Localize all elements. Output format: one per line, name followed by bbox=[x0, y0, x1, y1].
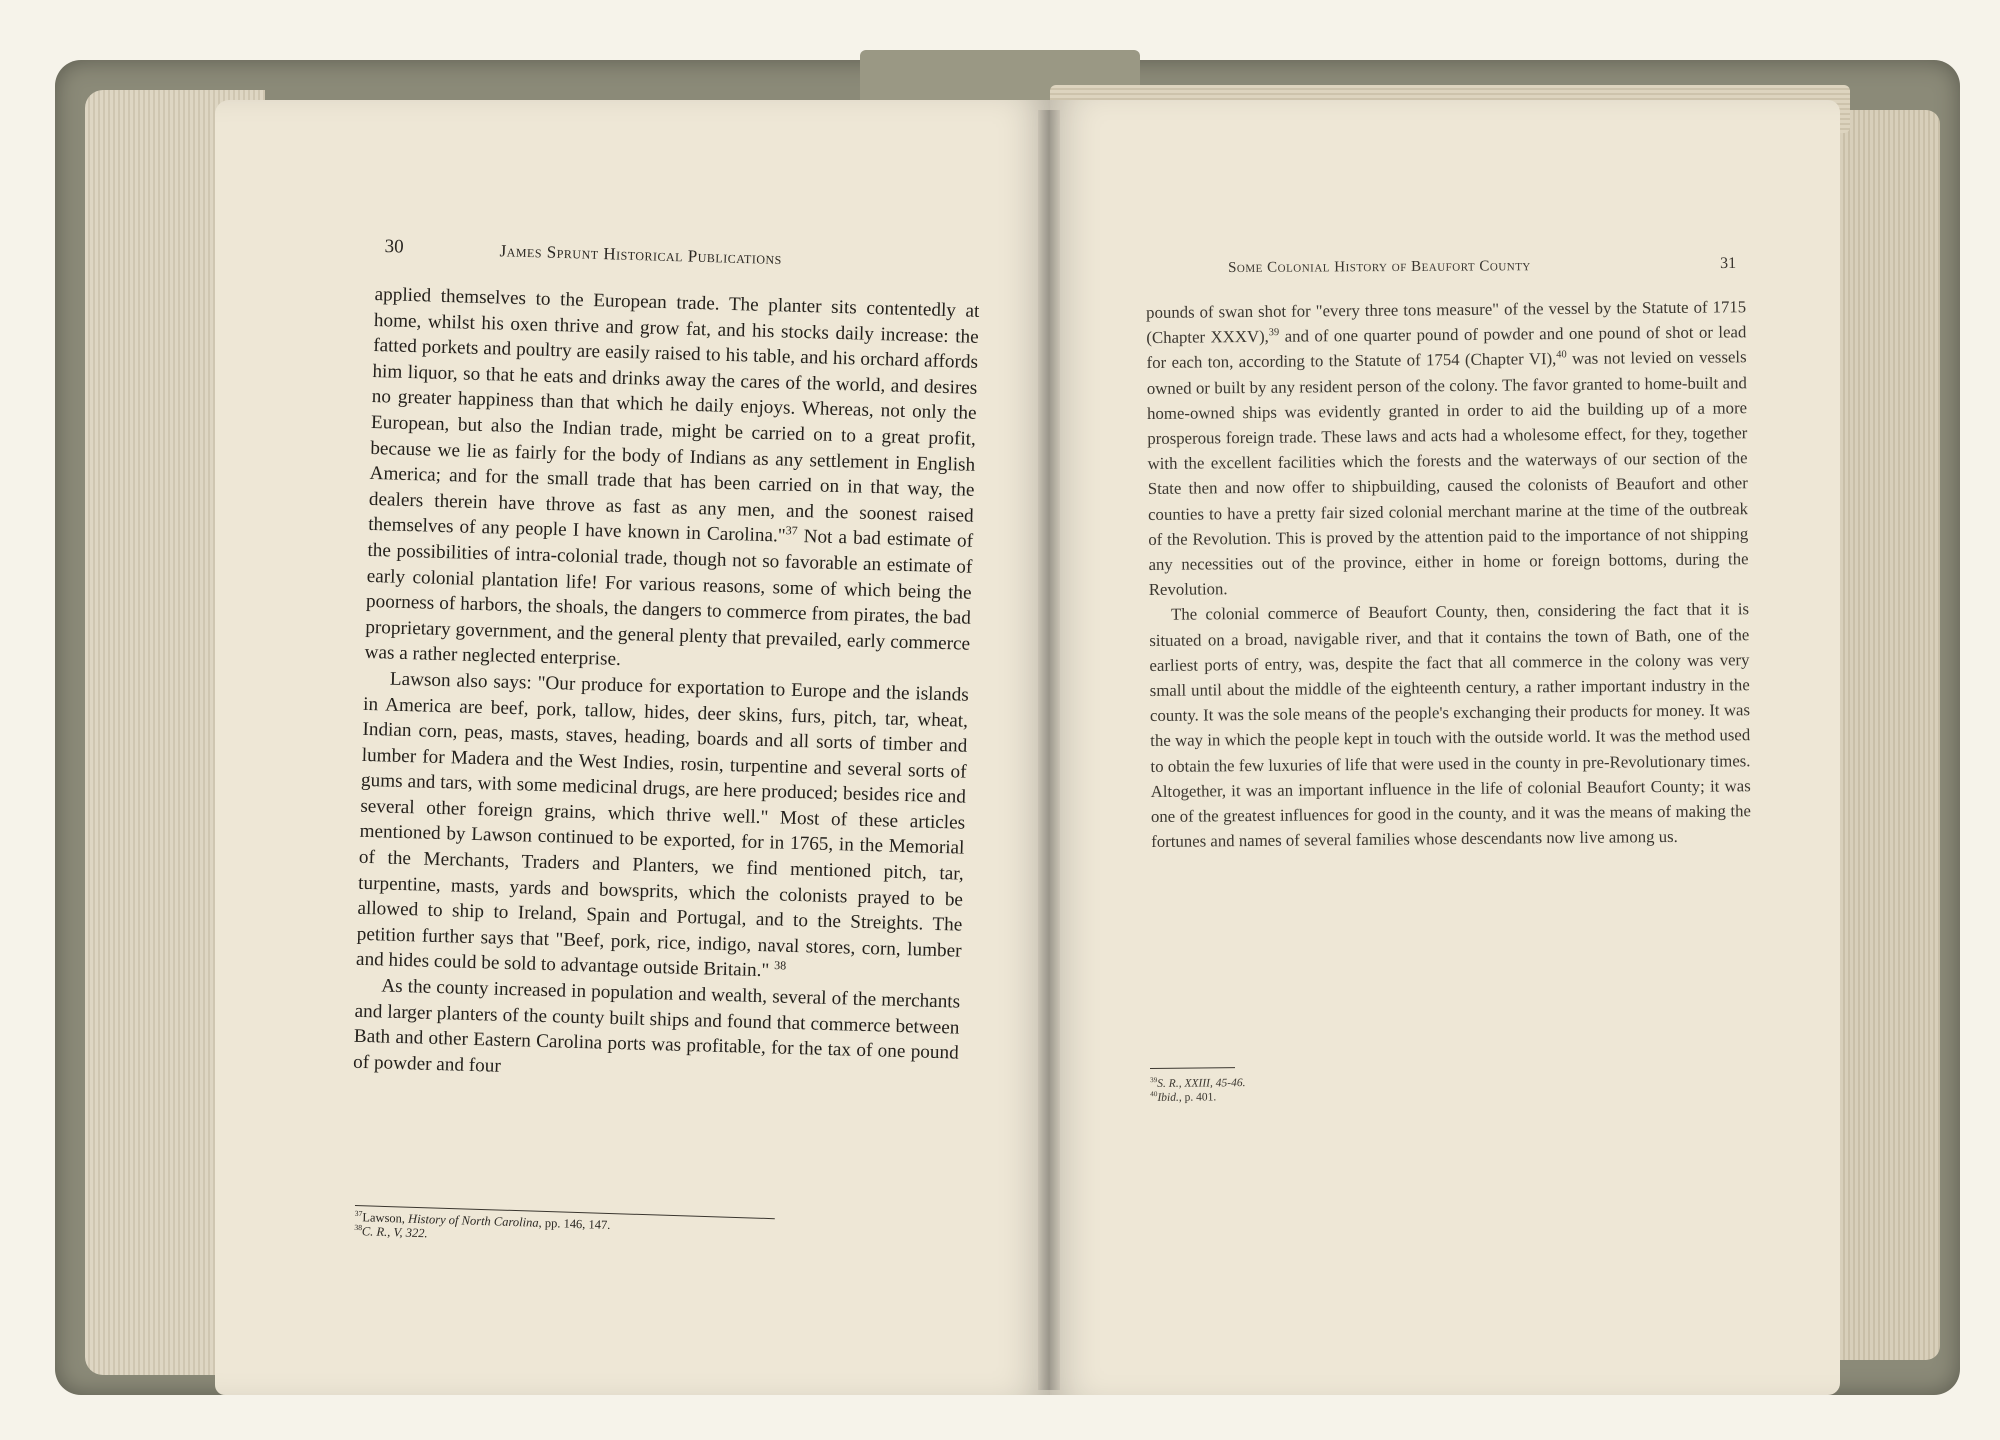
left-page-body bbox=[353, 282, 980, 1092]
footnote-rule bbox=[1150, 1067, 1235, 1069]
footnote-ref-40: 40 bbox=[1556, 349, 1567, 361]
right-footnotes bbox=[1150, 1065, 1450, 1105]
right-running-title: Some Colonial History of Beaufort County bbox=[1228, 258, 1531, 276]
book-gutter bbox=[1038, 110, 1060, 1390]
left-paragraph-2: Lawson also says: "Our produce for exportation to Europe and the islands in America are beef, pork, tallow, hides, deer skins, furs, pitch, tar, wheat, Indian corn, peas, masts, staves, heading, boards and all sorts of timber and lumber for Madera and the West Indies, rosin, turpentine and several sorts of gums and tars, with some medicinal drugs, are here produced; besides rice and several other foreign grains, which thrive well." Most of these articles mentioned by Lawson continued to be exported, for in 1765, in the Memorial of the Merchants, Traders and Planters, we find mentioned pitch, tar, turpentine, masts, yards and bowsprits, which the colonists prayed to be allowed to ship to Ireland, Spain and Portugal, and to the Streights. The petition further says that "Beef, pork, rice, indigo, naval stores, corn, lumber and hides could be sold to advantage outside Britain." $^{38}$ bbox=[355, 668, 969, 982]
left-page-number: 30 bbox=[384, 236, 404, 258]
right-paragraph-2: The colonial commerce of Beaufort County, then, considering the fact that it is situated on a broad, navigable river, and that it contains the town of Bath, one of the earliest ports of entry, was, despite the fact that all commerce in the colony was very small until about the middle of the eighteenth century, a rather important industry in the county. It was the sole means of the people's exchanging their products for money. It was the way in which the people kept in touch with the outside world. It was the method used to obtain the few luxuries of life that were used in the county in pre-Revolutionary times. Altogether, it was an important influence in the life of colonial Beaufort County; it was one of the greatest influences for good in the county, and it was the means of making the fortunes and names of several families whose descendants now live among us. bbox=[1149, 599, 1752, 852]
footnote-ref-38: 38 bbox=[774, 958, 787, 973]
footnote-ref-37: 37 bbox=[785, 523, 798, 538]
footnote-38: $^{38}$C. R., V, 322. bbox=[354, 1222, 428, 1241]
footnote-ref-39: 39 bbox=[1268, 327, 1280, 339]
left-running-title: James Sprunt Historical Publications bbox=[499, 241, 783, 269]
footnote-40: $^{40}$Ibid., p. 401. bbox=[1150, 1090, 1217, 1104]
footnote-39: $^{39}$S. R., XXIII, 45-46. bbox=[1150, 1076, 1246, 1090]
right-page-body bbox=[1146, 294, 1751, 854]
right-page-number: 31 bbox=[1719, 254, 1737, 272]
right-paragraph-1: pounds of swan shot for "every three tons measure" of the vessel by the Statute of 1715 (Chapter XXXV),$^{39}$ and of one quarter pound of powder and one pound of shot or lead for each ton, according to the Statute of 1754 (Chapter VI),$^{40}$ was not levied on vessels owned or built by any resident person of the colony. The favor granted to home-built and home-owned ships was evidently granted in order to aid the building up of a more prosperous foreign trade. These laws and acts had a wholesome effect, for they, together with the excellent facilities which the forests and the waterways of our section of the State then and now offer to shipbuilding, caused the colonists of Beaufort and other counties to have a pretty fair sized colonial merchant marine at the time of the outbreak of the Revolution. This is proved by the attention paid to the importance of not shipping any necessities out of the province, either in home or foreign bottoms, during the Revolution. bbox=[1146, 297, 1749, 600]
left-paragraph-3: As the county increased in population and wealth, several of the merchants and larger planters of the county built ships and found that commerce between Bath and other Eastern Carolina ports was profitable, for the tax of one pound of powder and four bbox=[352, 975, 961, 1077]
right-page-edges bbox=[1830, 110, 1940, 1360]
footnote-37: $^{37}$Lawson, History of North Carolina, pp. 146, 147. bbox=[354, 1208, 611, 1233]
left-paragraph-1: applied themselves to the European trade. The planter sits contentedly at home, whilst his oxen thrive and grow fat, and his stocks daily increase: the fatted porkets and poultry are easily raised to his table, and his orchard affords him liquor, so that he eats and drinks away the cares of the world, and desires no greater happiness than that which he daily enjoys. Whereas, not only the European, but also the Indian trade, might be carried on to a great profit, because we lie as fairly for the body of Indians as any settlement in English America; and for the small trade that has been carried on in that way, the dealers therein have throve as fast as any men, and the soonest raised themselves of any people I have known in Carolina."$^{37}$ Not a bad estimate of the possibilities of intra-colonial trade, though not so favorable an estimate of early colonial plantation life! For various reasons, some of which being the poorness of harbors, the shoals, the dangers to commerce from pirates, the bad proprietary government, and the general plenty that prevailed, early commerce was a rather neglected enterprise. bbox=[364, 283, 980, 671]
